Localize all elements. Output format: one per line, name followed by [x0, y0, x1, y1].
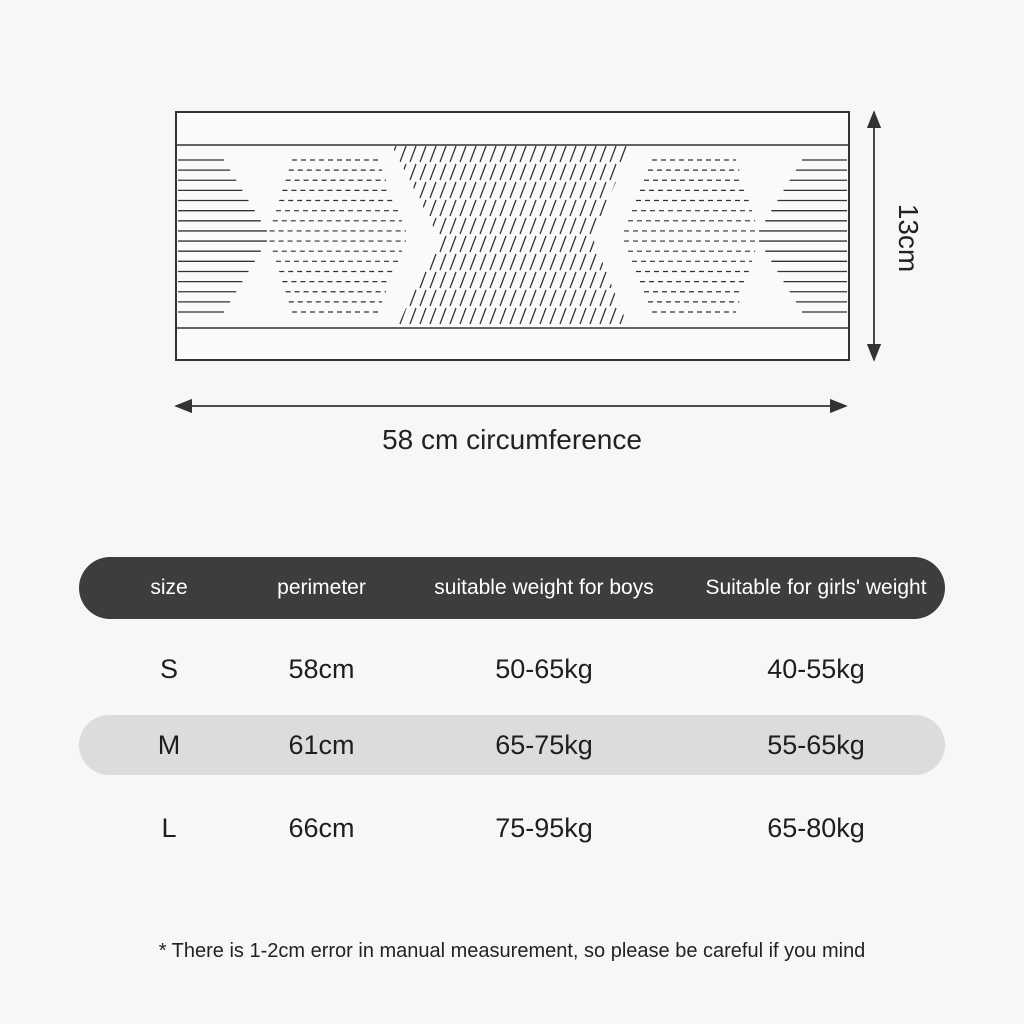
cell-boys-weight: 75-95kg — [495, 813, 593, 843]
header-boys-weight: suitable weight for boys — [434, 576, 654, 599]
table-row-l — [79, 798, 945, 858]
cell-perimeter: 66cm — [288, 813, 355, 843]
band-outline — [176, 112, 849, 360]
header-size: size — [150, 576, 188, 599]
cell-girls-weight: 40-55kg — [767, 654, 865, 684]
circumference-label: 58 cm circumference — [382, 424, 642, 455]
header-girls-weight: Suitable for girls' weight — [705, 576, 927, 599]
measurement-note: * There is 1-2cm error in manual measurement, so please be careful if you mind — [158, 940, 866, 962]
cell-perimeter: 61cm — [288, 730, 355, 760]
cell-size: M — [157, 730, 181, 760]
wristband-diagram — [0, 0, 1024, 470]
table-header — [79, 557, 945, 619]
height-label: 13cm — [893, 203, 924, 273]
table-row-s — [79, 639, 945, 699]
table-row-m — [79, 715, 945, 775]
cell-girls-weight: 55-65kg — [767, 730, 865, 760]
cell-girls-weight: 65-80kg — [767, 813, 865, 843]
cell-boys-weight: 50-65kg — [495, 654, 593, 684]
size-table — [79, 557, 945, 843]
cell-boys-weight: 65-75kg — [495, 730, 593, 760]
header-perimeter: perimeter — [277, 576, 366, 599]
cell-size: L — [161, 813, 177, 843]
cell-size: S — [159, 654, 178, 684]
cell-perimeter: 58cm — [288, 654, 355, 684]
